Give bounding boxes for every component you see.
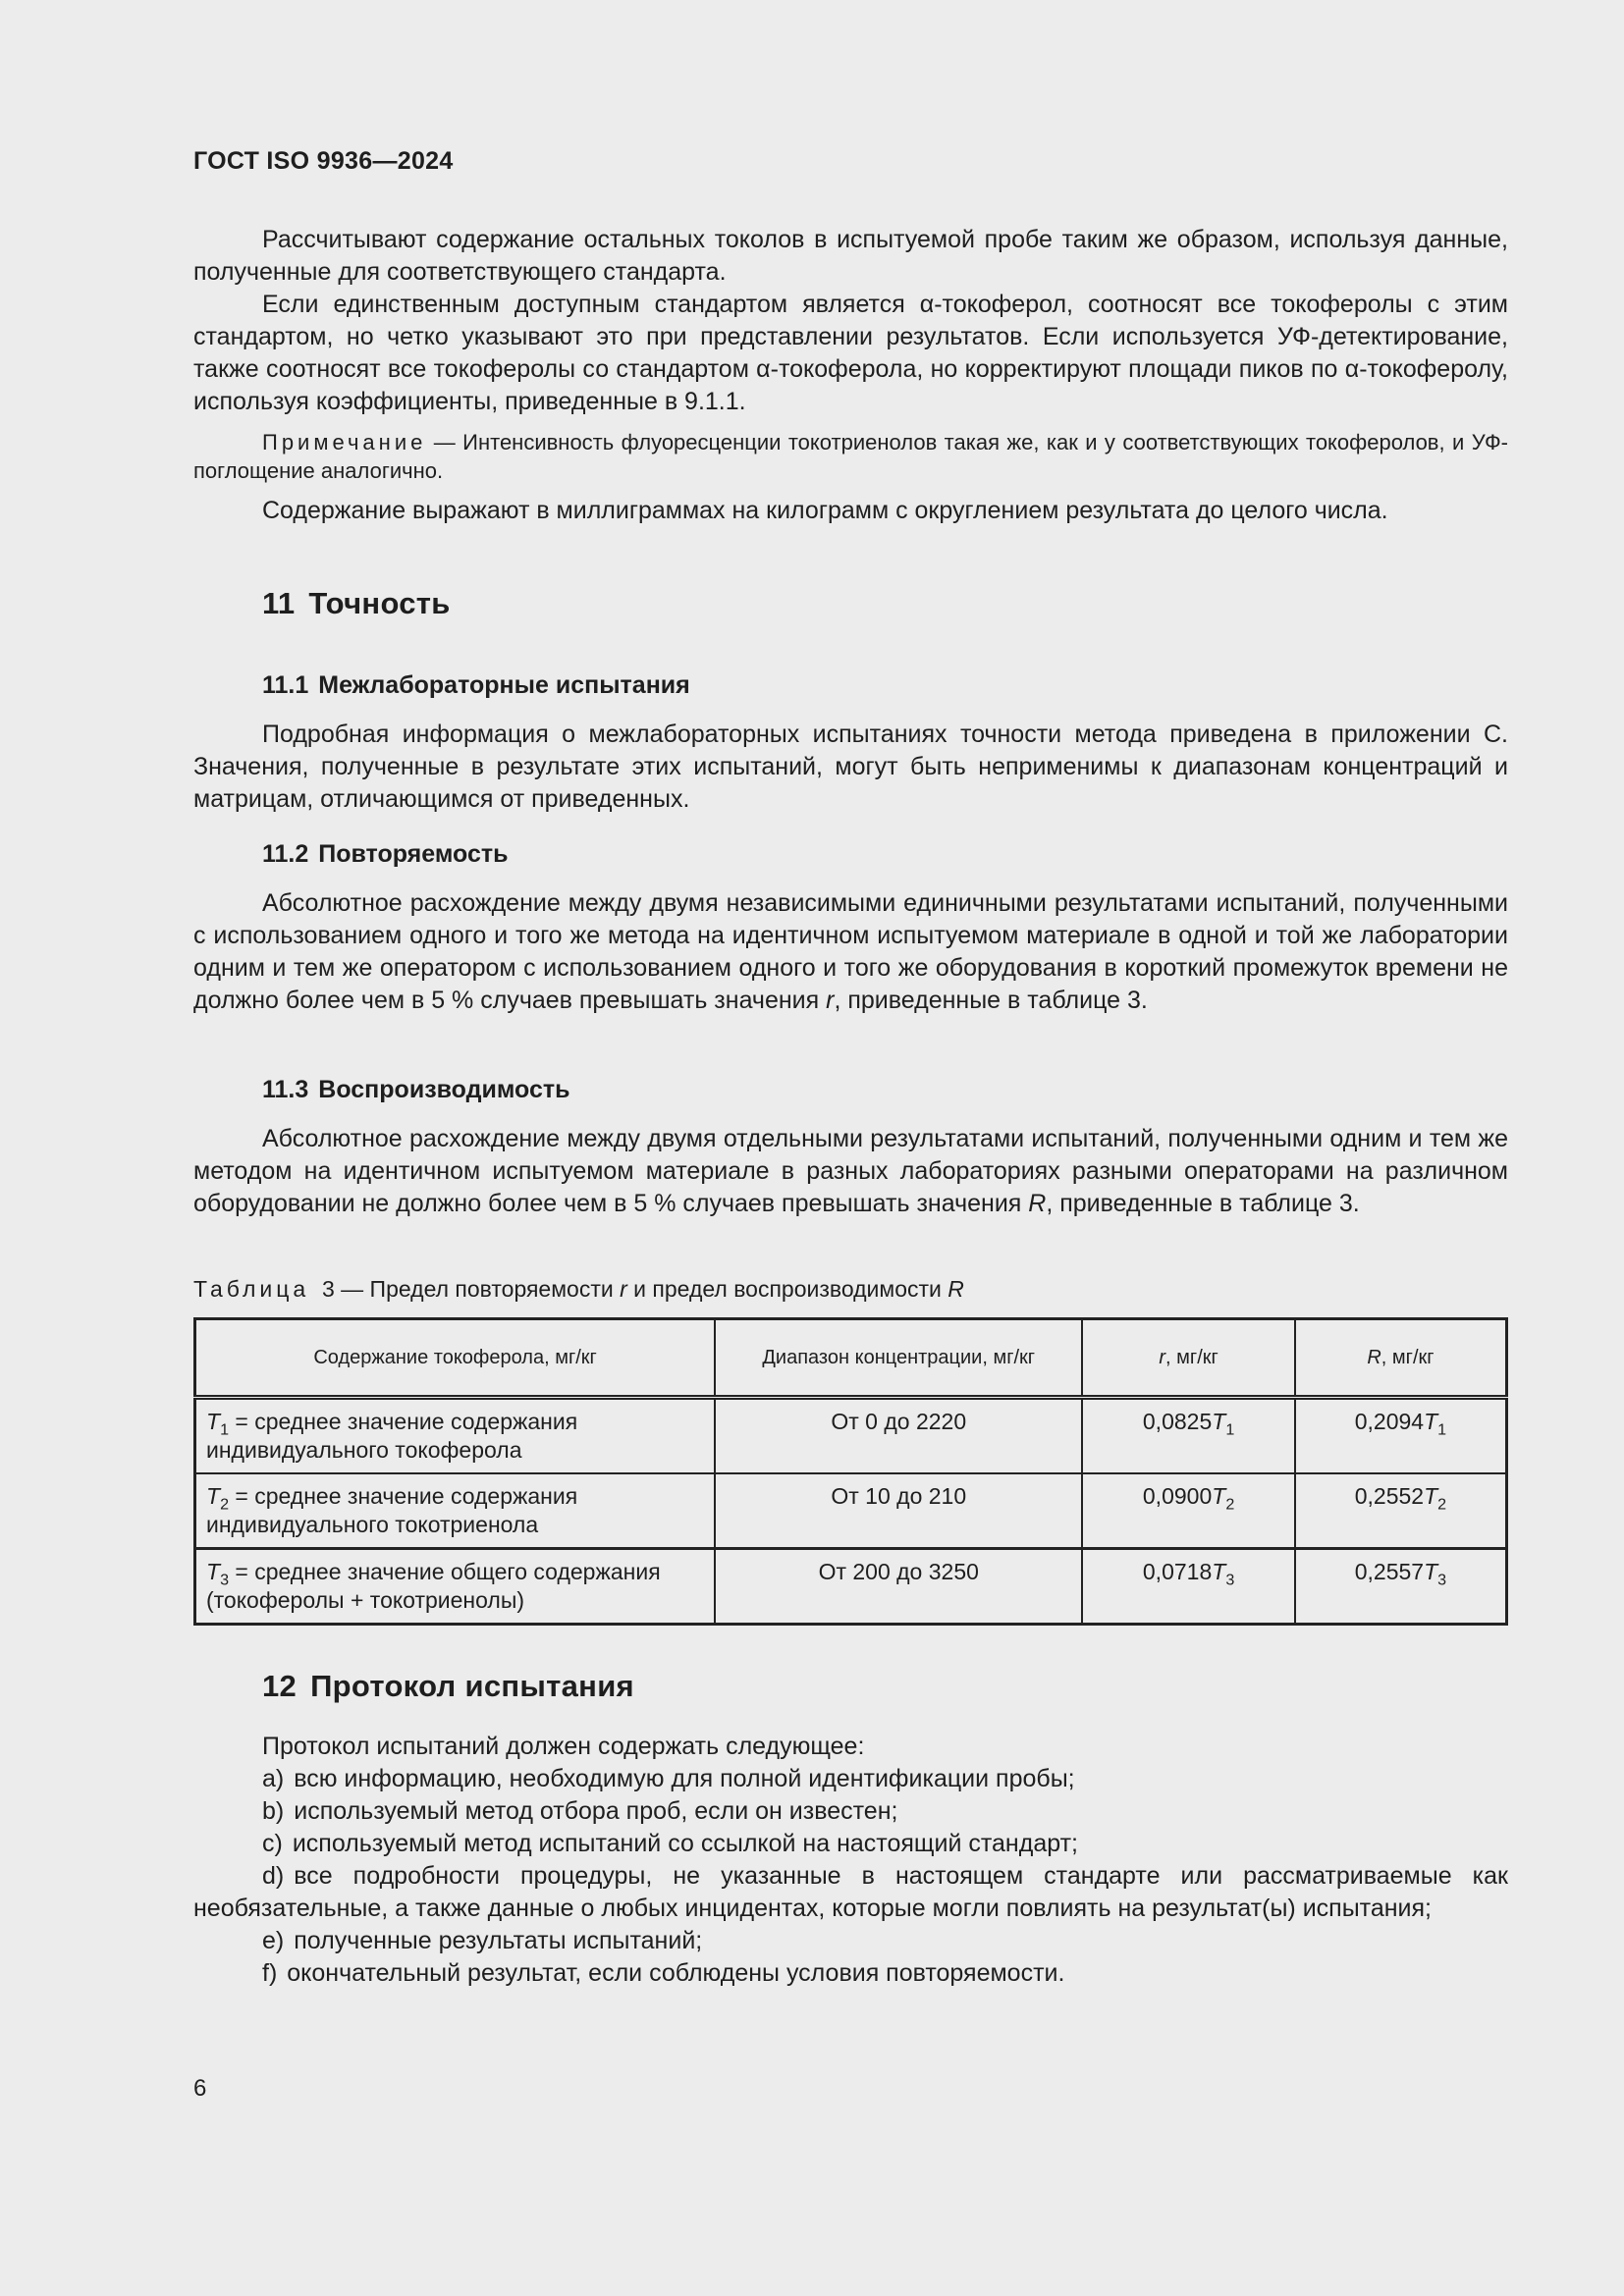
- list-item-label: d): [262, 1862, 285, 1890]
- table-caption-text-a: — Предел повторяемости: [334, 1276, 621, 1302]
- table-cell-R: [1295, 1549, 1507, 1625]
- list-item-text: всю информацию, необходимую для полной идентификации пробы;: [294, 1765, 1075, 1792]
- R-t-symbol: T: [1424, 1483, 1438, 1509]
- subsection-11-1-text: Подробная информация о межлабораторных испытаниях точности метода приведена в приложении С. Значения, полученные в результате этих испытаний, могут быть неприменимы к диапазонам концентраций и матрицам, отличающимся от приведенных.: [193, 721, 1508, 813]
- table-header-row: [195, 1319, 1507, 1398]
- subsection-11-3-text-b: , приведенные в таблице 3.: [1046, 1190, 1360, 1217]
- table-3-wrapper: [193, 1317, 1508, 1626]
- table-caption-R: R: [947, 1276, 964, 1302]
- table-row: [195, 1398, 1507, 1474]
- section-12-title: Протокол испытания: [310, 1669, 634, 1703]
- t-description: = среднее значение содержания индивидуального токоферола: [206, 1409, 578, 1463]
- table-header-r-symbol: r: [1159, 1346, 1166, 1368]
- table-3-caption: [193, 1276, 1508, 1303]
- subsection-11-2-title: Повторяемость: [318, 840, 509, 868]
- table-row: [195, 1473, 1507, 1549]
- R-t-subscript: 1: [1437, 1420, 1447, 1439]
- table-cell-range: От 200 до 3250: [715, 1549, 1082, 1625]
- subsection-11-2-body: [193, 887, 1508, 1017]
- r-t-symbol: T: [1212, 1559, 1226, 1584]
- section-12-number: 12: [262, 1669, 298, 1703]
- table-cell-range: От 10 до 210: [715, 1473, 1082, 1549]
- R-coefficient: 0,2552: [1354, 1483, 1425, 1509]
- R-coefficient: 0,2557: [1354, 1559, 1425, 1584]
- table-cell-r: [1082, 1473, 1295, 1549]
- table-cell-content: [195, 1549, 716, 1625]
- subsection-11-3-text: [193, 1123, 1508, 1220]
- table-cell-r: [1082, 1398, 1295, 1474]
- r-t-subscript: 3: [1225, 1571, 1235, 1589]
- list-item-label: b): [262, 1797, 285, 1825]
- t-symbol: T: [206, 1559, 221, 1584]
- list-item-text: используемый метод испытаний со ссылкой на настоящий стандарт;: [292, 1830, 1078, 1857]
- list-item-label: c): [262, 1830, 283, 1857]
- section-11-heading: [193, 586, 1577, 621]
- table-header-content: Содержание токоферола, мг/кг: [195, 1319, 716, 1398]
- section-11-number: 11: [262, 586, 296, 620]
- R-coefficient: 0,2094: [1354, 1409, 1425, 1434]
- R-t-symbol: T: [1424, 1559, 1438, 1584]
- subsection-11-1-title: Межлабораторные испытания: [318, 671, 690, 699]
- table-caption-label: Таблица: [193, 1276, 310, 1302]
- table-3: [193, 1317, 1508, 1626]
- page-number: 6: [193, 2075, 207, 2102]
- t-subscript: 1: [220, 1420, 230, 1439]
- list-item-text: полученные результаты испытаний;: [294, 1927, 703, 1954]
- table-header-R: [1295, 1319, 1507, 1398]
- t-symbol: T: [206, 1483, 221, 1509]
- R-t-subscript: 3: [1437, 1571, 1447, 1589]
- r-coefficient: 0,0825: [1142, 1409, 1213, 1434]
- section-11-title: Точность: [308, 586, 451, 620]
- R-t-subscript: 2: [1437, 1495, 1447, 1514]
- r-coefficient: 0,0718: [1142, 1559, 1213, 1584]
- table-caption-r: r: [620, 1276, 627, 1302]
- list-item: [193, 1763, 1508, 1795]
- list-item: [193, 1828, 1508, 1860]
- r-coefficient: 0,0900: [1142, 1483, 1213, 1509]
- table-cell-R: [1295, 1473, 1507, 1549]
- repeatability-symbol: r: [826, 987, 835, 1014]
- subsection-11-1-body: [193, 719, 1508, 816]
- list-item-text: используемый метод отбора проб, если он известен;: [294, 1797, 898, 1825]
- table-cell-content: [195, 1398, 716, 1474]
- r-t-symbol: T: [1212, 1483, 1226, 1509]
- subsection-11-3-number: 11.3: [262, 1076, 309, 1103]
- table-cell-r: [1082, 1549, 1295, 1625]
- t-subscript: 2: [220, 1495, 230, 1514]
- subsection-11-3-body: [193, 1123, 1508, 1220]
- subsection-11-2-text: [193, 887, 1508, 1017]
- list-item-text: окончательный результат, если соблюдены условия повторяемости.: [287, 1959, 1065, 1987]
- t-symbol: T: [206, 1409, 221, 1434]
- table-cell-R: [1295, 1398, 1507, 1474]
- t-description: = среднее значение общего содержания (токоферолы + токотриенолы): [206, 1559, 661, 1613]
- subsection-11-3-heading: [193, 1076, 1577, 1104]
- section-12-body: [193, 1731, 1508, 1990]
- section-12-heading: [193, 1669, 1577, 1704]
- subsection-11-2-number: 11.2: [262, 840, 309, 868]
- intro-block: [193, 224, 1508, 527]
- r-t-symbol: T: [1212, 1409, 1226, 1434]
- note: [193, 428, 1508, 485]
- table-header-R-symbol: R: [1367, 1346, 1381, 1368]
- table-caption-text-b: и предел воспроизводимости: [626, 1276, 948, 1302]
- intro-paragraph-2: Если единственным доступным стандартом является α-токоферол, соотносят все токоферолы с этим стандартом, но четко указывают это при представлении результатов. Если используется УФ-детектирование, также соотносят все токоферолы со стандартом α-токоферола, но корректируют площади пиков по α-токоферолу, используя коэффициенты, приведенные в 9.1.1.: [193, 291, 1508, 415]
- t-description: = среднее значение содержания индивидуального токотриенола: [206, 1483, 578, 1537]
- subsection-11-2-text-b: , приведенные в таблице 3.: [834, 987, 1148, 1014]
- subsection-11-3-text-a: Абсолютное расхождение между двумя отдельными результатами испытаний, полученными одним и тем же методом на идентичном испытуемом материале в разных лабораториях разными операторами на различном оборудовании не должно более чем в 5 % случаев превышать значения: [193, 1125, 1508, 1217]
- reproducibility-symbol: R: [1028, 1190, 1047, 1217]
- t-subscript: 3: [220, 1571, 230, 1589]
- intro-paragraph-3: Содержание выражают в миллиграммах на килограмм с округлением результата до целого числа.: [262, 497, 1388, 524]
- list-item: [193, 1925, 1508, 1957]
- table-row: [195, 1549, 1507, 1625]
- list-item-text: все подробности процедуры, не указанные в настоящем стандарте или рассматриваемые как необязательные, а также данные о любых инцидентах, которые могли повлиять на результат(ы) испытания;: [193, 1862, 1508, 1922]
- list-item-label: f): [262, 1959, 278, 1987]
- list-item: [193, 1795, 1508, 1828]
- protocol-intro: Протокол испытаний должен содержать следующее:: [262, 1733, 865, 1760]
- list-item-label: e): [262, 1927, 285, 1954]
- table-caption-number: 3: [321, 1276, 335, 1302]
- table-header-R-unit: , мг/кг: [1380, 1346, 1435, 1368]
- subsection-11-3-title: Воспроизводимость: [318, 1076, 570, 1103]
- table-header-r: [1082, 1319, 1295, 1398]
- R-t-symbol: T: [1424, 1409, 1438, 1434]
- subsection-11-1-heading: [193, 671, 1577, 700]
- subsection-11-2-text-a: Абсолютное расхождение между двумя независимыми единичными результатами испытаний, полученными с использованием одного и того же метода на идентичном испытуемом материале в одной и той же лаборатории одним и тем же оператором с использованием одного и того же оборудования в короткий промежуток времени не должно более чем в 5 % случаев превышать значения: [193, 889, 1508, 1014]
- list-item-label: a): [262, 1765, 285, 1792]
- table-header-r-unit: , мг/кг: [1165, 1346, 1218, 1368]
- note-text: — Интенсивность флуоресценции токотриенолов такая же, как и у соответствующих токоферолов, и УФ-поглощение аналогично.: [193, 430, 1508, 483]
- table-header-range: Диапазон концентрации, мг/кг: [715, 1319, 1082, 1398]
- table-cell-range: От 0 до 2220: [715, 1398, 1082, 1474]
- intro-paragraph-1: Рассчитывают содержание остальных токолов в испытуемой пробе таким же образом, используя данные, полученные для соответствующего стандарта.: [193, 226, 1508, 286]
- note-label: Примечание: [262, 430, 427, 454]
- list-item: [193, 1860, 1508, 1925]
- table-cell-content: [195, 1473, 716, 1549]
- r-t-subscript: 2: [1225, 1495, 1235, 1514]
- list-item: [193, 1957, 1508, 1990]
- standard-header: ГОСТ ISO 9936—2024: [193, 147, 454, 175]
- r-t-subscript: 1: [1225, 1420, 1235, 1439]
- subsection-11-2-heading: [193, 840, 1577, 869]
- subsection-11-1-number: 11.1: [262, 671, 309, 699]
